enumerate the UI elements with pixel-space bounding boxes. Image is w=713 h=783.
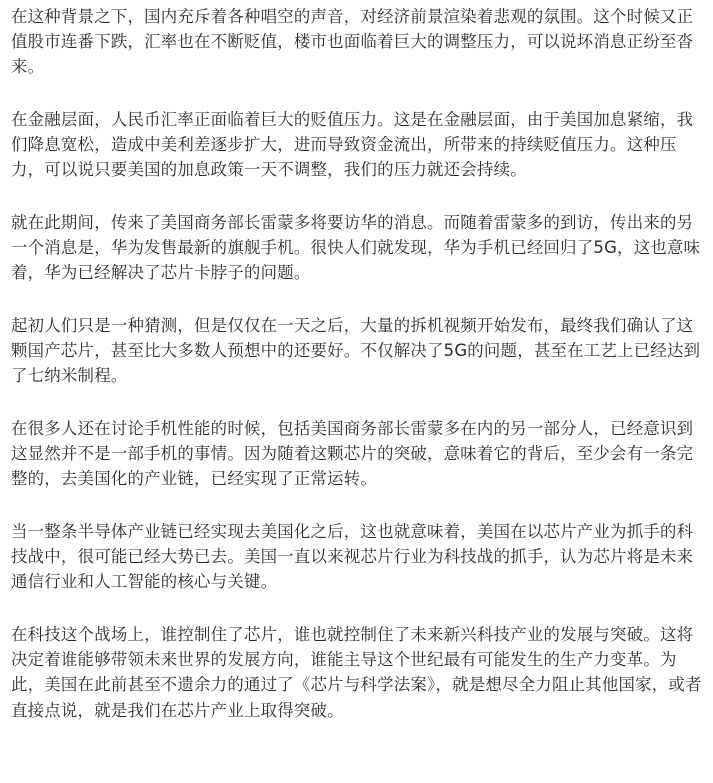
article-body bbox=[11, 4, 707, 750]
paragraph-7: 在科技这个战场上，谁控制住了芯片，谁也就控制住了未来新兴科技产业的发展与突破。这将决定着谁能够带领未来世界的发展方向，谁能主导这个世纪最有可能发生的生产力变革。为此，美国在此前甚至不遗余力的通过了《芯片与科学法案》，就是想尽全力阻止其他国家，或者直接点说，就是我们在芯片产业上取得突破。 bbox=[11, 625, 702, 720]
paragraph-1: 在这种背景之下，国内充斥着各种唱空的声音，对经济前景渲染着悲观的氛围。这个时候又正值股市连番下跌，汇率也在不断贬值，楼市也面临着巨大的调整压力，可以说坏消息正纷至沓来。 bbox=[11, 7, 694, 77]
paragraph-6: 当一整条半导体产业链已经实现去美国化之后，这也就意味着，美国在以芯片产业为抓手的科技战中，很可能已经大势已去。美国一直以来视芯片行业为科技战的抓手，认为芯片将是未来通信行业和人工智能的核心与关键。 bbox=[11, 522, 694, 592]
paragraph-4: 起初人们只是一种猜测，但是仅仅在一天之后，大量的拆机视频开始发布，最终我们确认了这颗国产芯片，甚至比大多数人预想中的还要好。不仅解决了5G的问题，甚至在工艺上已经达到了七纳米制程。 bbox=[11, 316, 701, 386]
paragraph-3: 就在此期间，传来了美国商务部长雷蒙多将要访华的消息。而随着雷蒙多的到访，传出来的另一个消息是，华为发售最新的旗舰手机。很快人们就发现，华为手机已经回归了5G，这也意味着，华为已经解决了芯片卡脖子的问题。 bbox=[11, 213, 701, 283]
paragraph-2: 在金融层面，人民币汇率正面临着巨大的贬值压力。这是在金融层面，由于美国加息紧缩，我们降息宽松，造成中美利差逐步扩大，进而导致资金流出，所带来的持续贬值压力。这种压力，可以说只要美国的加息政策一天不调整，我们的压力就还会持续。 bbox=[11, 110, 694, 180]
paragraph-5: 在很多人还在讨论手机性能的时候，包括美国商务部长雷蒙多在内的另一部分人，已经意识到这显然并不是一部手机的事情。因为随着这颗芯片的突破，意味着它的背后，至少会有一条完整的，去美国化的产业链，已经实现了正常运转。 bbox=[11, 419, 694, 489]
